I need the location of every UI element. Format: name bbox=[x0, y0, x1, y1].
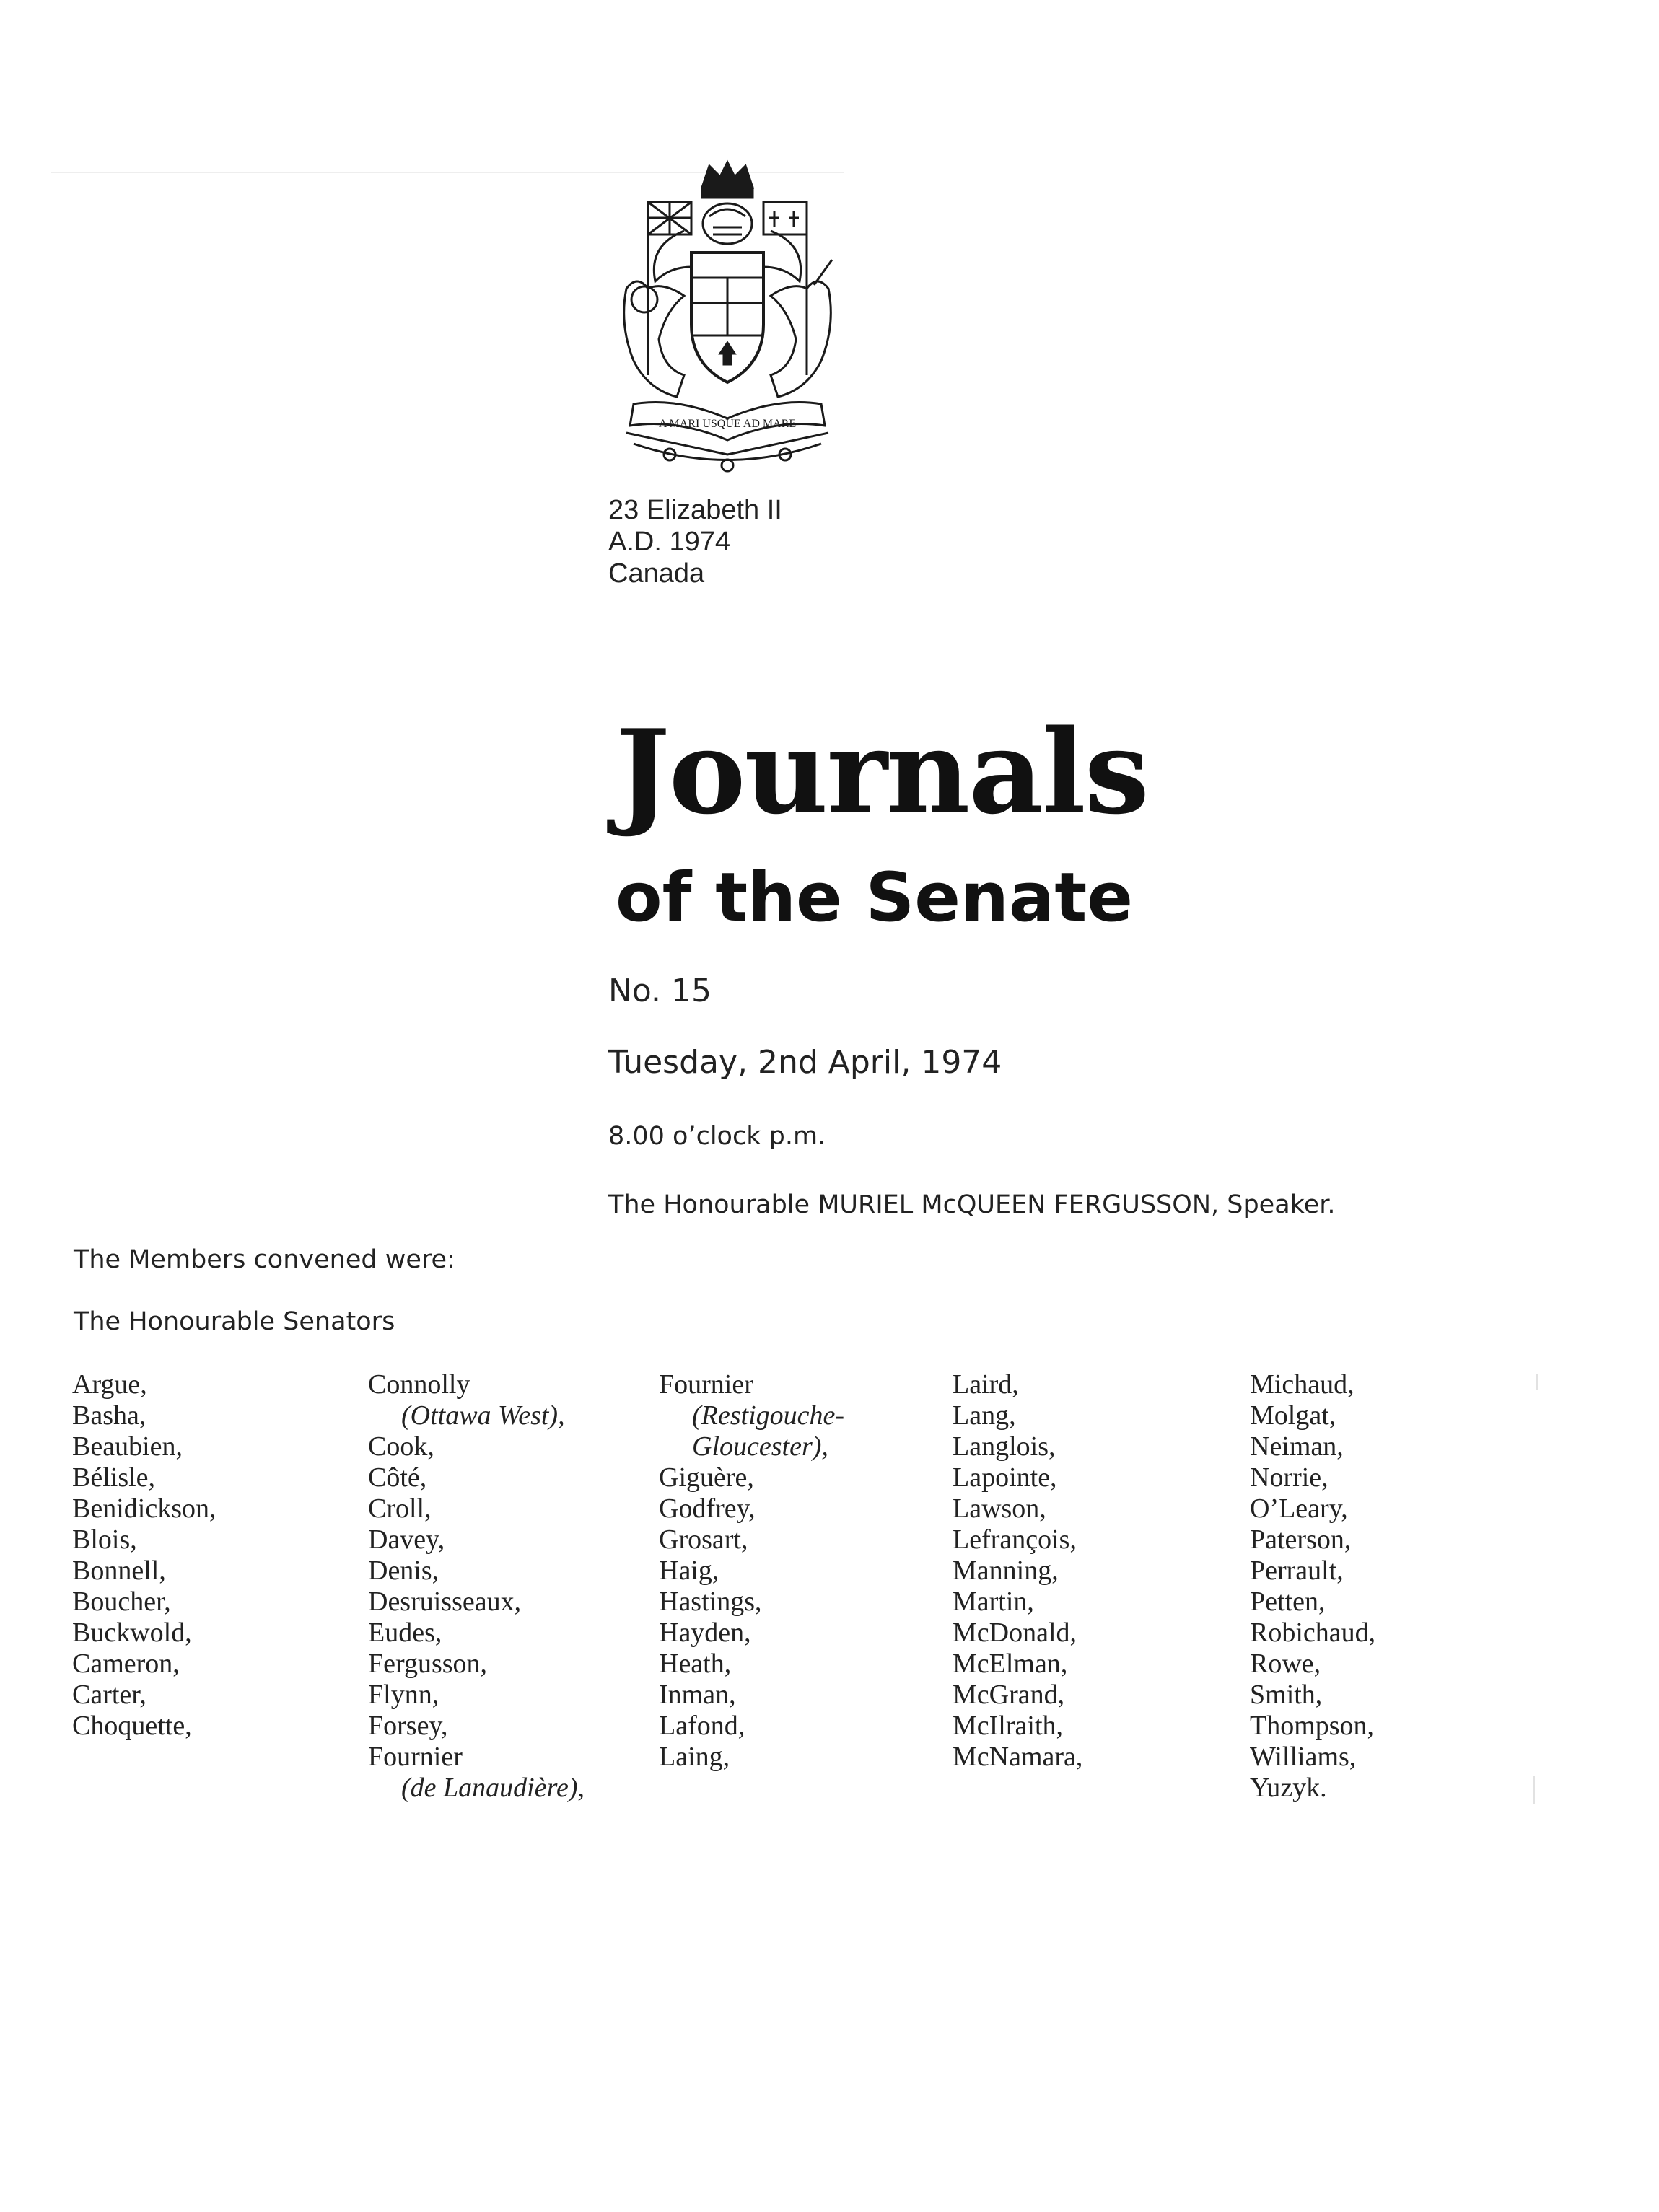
senator-name: Bonnell, bbox=[72, 1555, 166, 1586]
senator-name: Cameron, bbox=[72, 1649, 180, 1679]
scan-artifact-mark bbox=[1536, 1374, 1538, 1390]
journal-title: Journals bbox=[616, 704, 1148, 840]
senator-name: Blois, bbox=[72, 1524, 137, 1555]
senator-name: Denis, bbox=[368, 1555, 439, 1586]
senator-name: McNamara, bbox=[953, 1742, 1083, 1772]
senators-column-1 bbox=[72, 1369, 216, 1742]
senator-name: Lawson, bbox=[953, 1493, 1046, 1524]
senator-name: Buckwold, bbox=[72, 1618, 192, 1648]
senators-column-4 bbox=[953, 1369, 1082, 1773]
regnal-block bbox=[608, 494, 782, 589]
senator-name: Heath, bbox=[659, 1649, 732, 1679]
regnal-year: 23 Elizabeth II bbox=[608, 495, 782, 525]
sitting-date: Tuesday, 2nd April, 1974 bbox=[608, 1044, 1002, 1081]
journal-subtitle: of the Senate bbox=[616, 859, 1134, 937]
sitting-time: 8.00 o’clock p.m. bbox=[608, 1122, 826, 1151]
senator-name: Haig, bbox=[659, 1555, 719, 1586]
senator-name: Lefrançois, bbox=[953, 1524, 1077, 1555]
senator-name: Inman, bbox=[659, 1680, 736, 1710]
senator-name: Smith, bbox=[1250, 1680, 1323, 1710]
senator-name: Godfrey, bbox=[659, 1493, 756, 1524]
senator-name: Manning, bbox=[953, 1555, 1059, 1586]
senator-name: Petten, bbox=[1250, 1586, 1326, 1617]
senator-name: Lapointe, bbox=[953, 1462, 1057, 1493]
crest-motto: A MARI USQUE AD MARE bbox=[658, 418, 797, 430]
sitting-number: No. 15 bbox=[608, 973, 712, 1009]
senator-name: McElman, bbox=[953, 1649, 1068, 1679]
senator-name: Langlois, bbox=[953, 1431, 1056, 1462]
country: Canada bbox=[608, 558, 705, 589]
senator-name: Grosart, bbox=[659, 1524, 748, 1555]
senator-name: Boucher, bbox=[72, 1586, 171, 1617]
senator-name: Eudes, bbox=[368, 1618, 442, 1648]
senator-division: (Ottawa West), bbox=[401, 1400, 565, 1431]
senator-name: Laing, bbox=[659, 1742, 730, 1772]
senator-name: Hastings, bbox=[659, 1586, 762, 1617]
senator-name: Lafond, bbox=[659, 1711, 745, 1741]
senator-name: Carter, bbox=[72, 1680, 146, 1710]
senators-heading: The Honourable Senators bbox=[74, 1307, 395, 1336]
senator-name: McIlraith, bbox=[953, 1711, 1064, 1741]
senator-division: (de Lanaudière), bbox=[401, 1773, 585, 1803]
calendar-year: A.D. 1974 bbox=[608, 527, 730, 557]
senator-name: Perrault, bbox=[1250, 1555, 1344, 1586]
senator-name: Yuzyk. bbox=[1250, 1773, 1327, 1803]
senator-name: Cook, bbox=[368, 1431, 434, 1462]
senator-name: Robichaud, bbox=[1250, 1618, 1376, 1648]
coat-of-arms-icon bbox=[605, 159, 850, 483]
senator-name: Côté, bbox=[368, 1462, 427, 1493]
senator-name: Lang, bbox=[953, 1400, 1016, 1431]
senator-division: (Restigouche- bbox=[692, 1400, 845, 1431]
senator-name: Desruisseaux, bbox=[368, 1586, 522, 1617]
senator-name: Neiman, bbox=[1250, 1431, 1344, 1462]
senator-name: Martin, bbox=[953, 1586, 1034, 1617]
senator-division: Gloucester), bbox=[692, 1431, 828, 1462]
senator-name: Benidickson, bbox=[72, 1493, 216, 1524]
senator-name: Davey, bbox=[368, 1524, 445, 1555]
speaker-name: MURIEL McQUEEN FERGUSSON bbox=[818, 1190, 1211, 1219]
speaker-suffix: , Speaker. bbox=[1211, 1190, 1336, 1219]
senator-name: Forsey, bbox=[368, 1711, 448, 1741]
senator-name: Choquette, bbox=[72, 1711, 192, 1741]
senator-name: Thompson, bbox=[1250, 1711, 1375, 1741]
senator-name: Molgat, bbox=[1250, 1400, 1336, 1431]
senator-name: Flynn, bbox=[368, 1680, 439, 1710]
senator-name: Norrie, bbox=[1250, 1462, 1328, 1493]
senator-name: Fergusson, bbox=[368, 1649, 488, 1679]
senators-column-2 bbox=[368, 1369, 585, 1804]
senator-name: Rowe, bbox=[1250, 1649, 1321, 1679]
senator-name: McGrand, bbox=[953, 1680, 1065, 1710]
senator-name: Basha, bbox=[72, 1400, 146, 1431]
senator-name: Connolly bbox=[368, 1369, 470, 1400]
senator-name: Bélisle, bbox=[72, 1462, 156, 1493]
senator-name: Fournier bbox=[659, 1369, 753, 1400]
speaker-line bbox=[608, 1190, 1336, 1219]
senator-name: Williams, bbox=[1250, 1742, 1357, 1772]
senators-column-3 bbox=[659, 1369, 844, 1773]
senator-name: Argue, bbox=[72, 1369, 147, 1400]
senator-name: O’Leary, bbox=[1250, 1493, 1348, 1524]
scan-artifact-mark bbox=[1533, 1776, 1535, 1804]
senator-name: Paterson, bbox=[1250, 1524, 1352, 1555]
senator-name: Croll, bbox=[368, 1493, 432, 1524]
senator-name: Michaud, bbox=[1250, 1369, 1354, 1400]
senator-name: Beaubien, bbox=[72, 1431, 183, 1462]
senator-name: Hayden, bbox=[659, 1618, 751, 1648]
senator-name: Laird, bbox=[953, 1369, 1019, 1400]
speaker-prefix: The Honourable bbox=[608, 1190, 810, 1219]
senators-column-5 bbox=[1250, 1369, 1375, 1804]
senator-name: McDonald, bbox=[953, 1618, 1077, 1648]
members-convened-text: The Members convened were: bbox=[74, 1245, 455, 1274]
senator-name: Fournier bbox=[368, 1742, 463, 1772]
senator-name: Giguère, bbox=[659, 1462, 754, 1493]
